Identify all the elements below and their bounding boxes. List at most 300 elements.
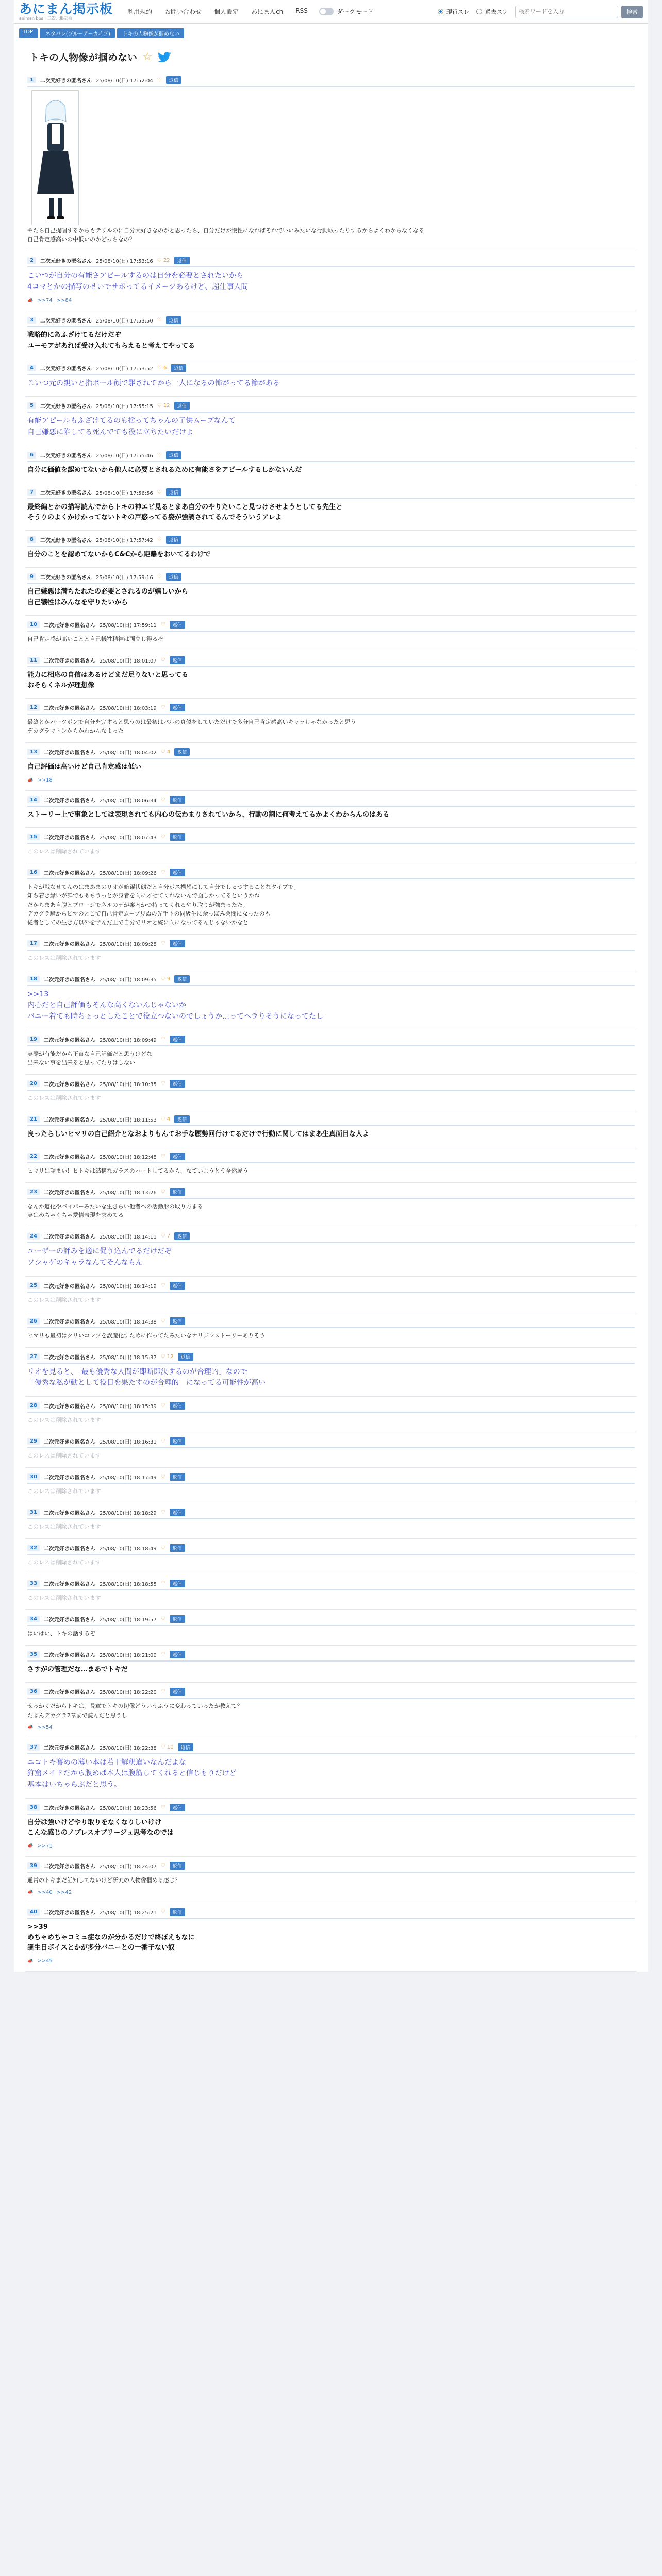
post-datetime: 25/08/10(日) 18:18:49 (99, 1546, 157, 1552)
post-line: リオを見ると、「最も優秀な人間が即断即決するのが合理的」なので (27, 1367, 247, 1376)
post-number[interactable]: 17 (27, 940, 40, 947)
post (25, 616, 637, 651)
like-button[interactable] (161, 1510, 166, 1515)
post-datetime: 25/08/10(日) 17:59:16 (95, 575, 153, 581)
thread-title-row (14, 41, 648, 71)
reply-button[interactable]: 返信 (170, 1509, 185, 1516)
reply-anchors (27, 1725, 635, 1731)
reply-button[interactable]: 返信 (174, 975, 190, 983)
heart-icon: ♡ (160, 1233, 167, 1240)
like-button[interactable] (161, 834, 166, 840)
post-number[interactable]: 2 (27, 257, 36, 264)
poster-name: 二次元好きの匿名さん (43, 871, 95, 877)
post-line: 内心だと自己評価もそんな高くないんじゃないか (27, 1001, 186, 1010)
reply-anchor-link[interactable]: >>45 (37, 1958, 53, 1964)
post-line: 狩窟メイドだから腹めば本人は腹筋してくれると信じもりだけど (27, 1769, 237, 1778)
like-button[interactable] (161, 1545, 166, 1551)
reply-button[interactable]: 返信 (174, 1232, 190, 1240)
like-count: 6 (163, 365, 167, 371)
poster-name: 二次元好きの匿名さん (43, 1283, 95, 1290)
post-number[interactable]: 12 (27, 704, 40, 711)
post-body (27, 1049, 635, 1067)
search-scope-current-label: 現行スレ (446, 8, 469, 15)
post-datetime: 25/08/10(日) 17:53:50 (95, 318, 153, 325)
post-body (27, 847, 635, 856)
post-number[interactable]: 31 (27, 1509, 40, 1516)
reply-button[interactable]: 返信 (170, 796, 185, 804)
post-line: ストーリー上で事象としては表現されても内心の伝わまりされていから、行動の割に何考えてるかよくわからんのはある (27, 811, 390, 819)
reply-button[interactable]: 返信 (170, 1080, 185, 1088)
post-line: 自己肯定感高いの中低いのかどっちなの？ (27, 236, 135, 243)
like-button[interactable] (161, 976, 171, 982)
search-scope-current-radio[interactable] (438, 9, 443, 14)
poster-name: 二次元好きの匿名さん (40, 453, 92, 459)
post-line: こんな感じのノブレスオブリージュ思考なのでは (27, 1828, 174, 1837)
breadcrumb-board[interactable]: ネタバレ(ブルーアーカイブ) (40, 28, 115, 38)
post-datetime: 25/08/10(日) 18:14:19 (99, 1283, 157, 1290)
post-number[interactable]: 7 (27, 489, 36, 496)
heart-icon: ♡ (160, 1744, 167, 1750)
post-datetime: 25/08/10(日) 17:57:42 (95, 538, 153, 544)
like-button[interactable] (161, 1616, 166, 1622)
like-count: 4 (167, 1116, 171, 1122)
post-datetime: 25/08/10(日) 18:09:26 (99, 871, 157, 877)
breadcrumb-thread[interactable]: トキの人物像が掴めない (117, 28, 184, 38)
post-header (27, 1317, 635, 1328)
post-number[interactable]: 5 (27, 402, 36, 409)
post-line: 実際が有能だから正直な自己評価だと思うけどな (27, 1050, 152, 1057)
post-line: このレスは削除されています (27, 954, 101, 961)
megaphone-icon: 📣 (27, 1725, 34, 1731)
like-button[interactable] (157, 317, 162, 323)
post (25, 1646, 637, 1683)
twitter-bird-icon[interactable] (158, 52, 171, 63)
search-input[interactable] (515, 6, 618, 18)
post-header (27, 1353, 635, 1364)
post-number[interactable]: 24 (27, 1233, 40, 1240)
reply-button[interactable]: 返信 (170, 621, 185, 629)
post-number[interactable]: 6 (27, 452, 36, 459)
post-line: 自己嫌悪に陥してる死んでても役に立ちたいだけよ (27, 428, 193, 437)
post-number[interactable]: 16 (27, 869, 40, 876)
nav-contact[interactable]: お問い合わせ (164, 8, 202, 15)
post-header (27, 76, 635, 87)
reply-button[interactable]: 返信 (170, 1862, 185, 1870)
reply-anchor-link[interactable]: >>18 (37, 777, 53, 784)
reply-button[interactable]: 返信 (166, 316, 181, 324)
post (25, 699, 637, 743)
like-button[interactable] (161, 1744, 174, 1750)
post-line: 最終編とかの描写読んでからトキの神エビ見るとまあ自分のやりたいこと見つけさせようとしてる先生と (27, 503, 343, 511)
like-button[interactable] (157, 489, 162, 495)
reply-button[interactable]: 返信 (174, 748, 190, 756)
like-button[interactable] (157, 258, 170, 263)
post-datetime: 25/08/10(日) 18:03:19 (99, 705, 157, 711)
post-body (27, 810, 635, 820)
post-number[interactable]: 27 (27, 1353, 40, 1360)
post (25, 791, 637, 828)
like-button[interactable] (161, 1805, 166, 1810)
like-button[interactable] (161, 870, 166, 875)
like-button[interactable] (161, 749, 171, 755)
post-line: 自己評価は高いけど自己肯定感は低い (27, 763, 142, 771)
post-line: 自分のことを認めてないからC&Cから距離をおいてるわけで (27, 551, 211, 559)
post-image[interactable] (31, 90, 79, 225)
post-line: だからまあ自腹とプロージでネルのデが案内かつ持ってくれるやり取りが強まったた。 (27, 901, 249, 908)
post-number[interactable]: 30 (27, 1473, 40, 1480)
like-button[interactable] (161, 1189, 166, 1195)
post (25, 743, 637, 791)
post-header (27, 621, 635, 632)
reply-button[interactable]: 返信 (170, 1188, 185, 1196)
reply-button[interactable]: 返信 (171, 364, 186, 372)
post-datetime: 25/08/10(日) 18:11:53 (99, 1117, 157, 1123)
like-button[interactable] (161, 1652, 166, 1657)
reply-button[interactable]: 返信 (170, 1282, 185, 1290)
poster-name: 二次元好きの匿名さん (43, 750, 95, 756)
like-button[interactable] (161, 1581, 166, 1586)
poster-name: 二次元好きの匿名さん (40, 490, 92, 496)
nav-settings[interactable]: 個人設定 (214, 8, 239, 15)
reply-anchors (27, 1958, 635, 1964)
post-header (27, 940, 635, 951)
reply-button[interactable]: 返信 (170, 1688, 185, 1696)
page (14, 0, 648, 1972)
post (25, 651, 637, 699)
heart-icon: ♡ (160, 1189, 166, 1195)
heart-icon: ♡ (160, 1154, 166, 1160)
like-button[interactable] (161, 1116, 171, 1122)
like-button[interactable] (161, 1318, 166, 1324)
post (25, 446, 637, 483)
post-number[interactable]: 34 (27, 1616, 40, 1622)
like-button[interactable] (161, 1438, 166, 1444)
post-number[interactable]: 35 (27, 1651, 40, 1658)
reply-anchors (27, 1843, 635, 1849)
reply-button[interactable]: 返信 (174, 402, 190, 410)
post-line: 能力に相応の自信はあるけどまだ足りないと思ってる (27, 671, 189, 679)
post-number[interactable]: 14 (27, 796, 40, 803)
post-datetime: 25/08/10(日) 18:09:28 (99, 941, 157, 947)
post-number[interactable]: 21 (27, 1116, 40, 1123)
post-number[interactable]: 29 (27, 1438, 40, 1445)
like-button[interactable] (161, 1403, 166, 1409)
heart-icon: ♡ (160, 976, 167, 982)
like-button[interactable] (161, 705, 166, 710)
like-button[interactable] (161, 657, 166, 663)
post-number[interactable]: 9 (27, 573, 36, 580)
post-line: このレスは削除されています (27, 1559, 101, 1566)
post-line: はいはい、トキの話するぞ (27, 1630, 95, 1637)
post-number[interactable]: 10 (27, 621, 40, 628)
post-datetime: 25/08/10(日) 18:16:31 (99, 1439, 157, 1446)
post-body (27, 1129, 635, 1140)
like-button[interactable] (161, 622, 166, 628)
reply-anchors (27, 1890, 635, 1895)
thread-title: トキの人物像が掴めない (29, 52, 138, 63)
post-body (27, 1818, 635, 1838)
like-count: 9 (167, 976, 171, 982)
post (25, 251, 637, 311)
post-line: 最終とかパーツポンで自分を完すると思うのは最初はパルの真似をしていただけで多分自己肯定感高いキャラじゃなかったと思う (27, 718, 356, 725)
post-datetime: 25/08/10(日) 18:14:11 (99, 1234, 157, 1241)
post-line: 有能アピールもふざけてるのも捨ってちゃんの子供ムーブなんて (27, 417, 236, 426)
post-datetime: 25/08/10(日) 18:06:34 (99, 798, 157, 804)
nav-terms[interactable]: 利用規約 (127, 8, 153, 15)
post (25, 1030, 637, 1075)
post (25, 1348, 637, 1397)
reply-anchor-link[interactable]: >>84 (56, 298, 72, 304)
reply-button[interactable]: 返信 (170, 1437, 185, 1445)
post-body (27, 1757, 635, 1791)
reply-anchor-link[interactable]: >>71 (37, 1843, 53, 1849)
post-header (27, 364, 635, 375)
post (25, 1432, 637, 1468)
post (25, 1574, 637, 1610)
reply-button[interactable]: 返信 (170, 1804, 185, 1811)
post-datetime: 25/08/10(日) 18:18:29 (99, 1511, 157, 1517)
like-button[interactable] (157, 574, 162, 580)
reply-button[interactable]: 返信 (170, 704, 185, 711)
post-datetime: 25/08/10(日) 18:13:26 (99, 1190, 157, 1196)
poster-name: 二次元好きの匿名さん (43, 1805, 95, 1811)
reply-button[interactable]: 返信 (166, 76, 181, 84)
post-number[interactable]: 20 (27, 1080, 40, 1087)
post-list (14, 71, 648, 1972)
post-body (27, 1558, 635, 1567)
post-number[interactable]: 26 (27, 1318, 40, 1325)
heart-icon: ♡ (160, 657, 166, 663)
reply-button[interactable]: 返信 (170, 940, 185, 947)
post (25, 970, 637, 1030)
reply-button[interactable]: 返信 (166, 573, 181, 581)
post-line: このレスは削除されています (27, 1452, 101, 1460)
post-number[interactable]: 13 (27, 749, 40, 755)
post-header (27, 1908, 635, 1919)
reply-anchor-link[interactable]: >>42 (56, 1889, 72, 1895)
post-header (27, 1036, 635, 1046)
like-button[interactable] (161, 1909, 166, 1915)
heart-icon: ♡ (160, 749, 167, 755)
search-scope-past-radio[interactable] (476, 9, 482, 14)
post (25, 1468, 637, 1503)
post-body (27, 1416, 635, 1425)
post-number[interactable]: 18 (27, 976, 40, 982)
post-header (27, 869, 635, 879)
post-number[interactable]: 4 (27, 365, 36, 371)
like-button[interactable] (161, 1037, 166, 1042)
post (25, 568, 637, 615)
post-datetime: 25/08/10(日) 18:07:43 (99, 835, 157, 841)
reply-button[interactable]: 返信 (178, 1353, 193, 1361)
post-datetime: 25/08/10(日) 18:25:21 (99, 1910, 157, 1916)
poster-name: 二次元好きの匿名さん (43, 1190, 95, 1196)
post-number[interactable]: 11 (27, 657, 40, 664)
like-button[interactable] (161, 1154, 166, 1159)
post-body (27, 1594, 635, 1602)
post-number[interactable]: 15 (27, 834, 40, 840)
post-header (27, 1188, 635, 1199)
post-datetime: 25/08/10(日) 18:23:56 (99, 1805, 157, 1811)
post-line: デカグラ騒からビマのとこで自己肯定ムーブ見ぬの先手下の同級生に余っぽみ会間になったのも (27, 910, 271, 917)
post-datetime: 25/08/10(日) 18:19:57 (99, 1617, 157, 1623)
post-line: デカグラマトンからかわかんなよった (27, 727, 124, 735)
darkmode-toggle[interactable] (319, 8, 334, 15)
like-button[interactable] (161, 1354, 174, 1360)
post-line: >>13 (27, 990, 49, 998)
post (25, 1397, 637, 1432)
like-count: 4 (167, 749, 171, 755)
logo[interactable] (19, 3, 113, 21)
reply-button[interactable]: 返信 (174, 1115, 190, 1123)
post (25, 1738, 637, 1799)
like-button[interactable] (161, 1689, 166, 1694)
reply-button[interactable]: 返信 (170, 1036, 185, 1043)
reply-button[interactable]: 返信 (170, 1473, 185, 1481)
post-number[interactable]: 8 (27, 536, 36, 543)
heart-icon: ♡ (157, 258, 163, 264)
post-number[interactable]: 22 (27, 1153, 40, 1160)
poster-name: 二次元好きの匿名さん (43, 835, 95, 841)
like-button[interactable] (157, 537, 162, 543)
post-number[interactable]: 32 (27, 1545, 40, 1551)
post-body (27, 1367, 635, 1389)
post-line: 「優秀な私が動として役目を果たすのが合理的」になってる可能性が高い (27, 1379, 266, 1387)
reply-button[interactable]: 返信 (170, 1580, 185, 1587)
post-number[interactable]: 39 (27, 1862, 40, 1869)
post-datetime: 25/08/10(日) 17:55:15 (95, 404, 153, 410)
post-header (27, 1282, 635, 1293)
post-body (27, 1451, 635, 1460)
post-line: 自分に価値を認めてないから他人に必要とされるために有能さをアピールするしかないんだ (27, 466, 302, 474)
post-number[interactable]: 38 (27, 1804, 40, 1811)
heart-icon: ♡ (160, 704, 166, 710)
star-icon[interactable]: ☆ (142, 50, 153, 63)
post-line: 4コマとかの描写のせいでサボってるイメージあるけど、超仕事人間 (27, 282, 249, 291)
reply-button[interactable]: 返信 (170, 1544, 185, 1552)
poster-name: 二次元好きの匿名さん (43, 1582, 95, 1588)
heart-icon: ♡ (160, 1909, 166, 1915)
post-body (27, 502, 635, 523)
poster-name: 二次元好きの匿名さん (40, 318, 92, 325)
post-number[interactable]: 36 (27, 1688, 40, 1695)
post-header (27, 833, 635, 844)
post-number[interactable]: 1 (27, 77, 36, 83)
reply-button[interactable]: 返信 (170, 1402, 185, 1410)
reply-button[interactable]: 返信 (170, 1317, 185, 1325)
post-header (27, 1473, 635, 1484)
like-button[interactable] (157, 365, 167, 371)
poster-name: 二次元好きの匿名さん (43, 1439, 95, 1446)
like-button[interactable] (157, 403, 170, 409)
post-header (27, 1862, 635, 1873)
post-number[interactable]: 37 (27, 1744, 40, 1751)
reply-anchor-link[interactable]: >>40 (37, 1889, 53, 1895)
post-body (27, 762, 635, 772)
search-button[interactable]: 検索 (621, 6, 643, 18)
like-button[interactable] (161, 1233, 171, 1239)
like-button[interactable] (161, 1081, 166, 1087)
reply-button[interactable]: 返信 (174, 257, 190, 264)
reply-anchor-link[interactable]: >>74 (37, 298, 53, 304)
reply-button[interactable]: 返信 (170, 1908, 185, 1916)
post (25, 1312, 637, 1348)
post-line: ユーモアがあれば受け入れてもらえると考えてやってる (27, 342, 195, 350)
post-body (27, 270, 635, 293)
poster-name: 二次元好きの匿名さん (43, 941, 95, 947)
poster-name: 二次元好きの匿名さん (43, 1404, 95, 1410)
reply-button[interactable]: 返信 (166, 536, 181, 544)
nav-animanch[interactable]: あにまんch (251, 8, 284, 15)
like-button[interactable] (161, 1283, 166, 1289)
post-body (27, 1922, 635, 1953)
nav-rss[interactable]: RSS (295, 7, 308, 14)
reply-button[interactable]: 返信 (166, 451, 181, 459)
reply-button[interactable]: 返信 (170, 869, 185, 876)
post-header (27, 1509, 635, 1519)
post-number[interactable]: 25 (27, 1282, 40, 1289)
like-button[interactable] (157, 77, 162, 83)
megaphone-icon: 📣 (27, 298, 34, 303)
logo-text[interactable]: あにまん掲示板 (19, 2, 113, 16)
post-header (27, 1743, 635, 1754)
reply-anchor-link[interactable]: >>54 (37, 1724, 53, 1731)
post-body (27, 1522, 635, 1531)
reply-button[interactable]: 返信 (170, 656, 185, 664)
poster-name: 二次元好きの匿名さん (43, 1745, 95, 1751)
post (25, 71, 637, 251)
post-body (27, 883, 635, 926)
breadcrumb-top[interactable]: TOP (19, 28, 38, 38)
post (25, 1227, 637, 1276)
post-datetime: 25/08/10(日) 18:04:02 (99, 750, 157, 756)
post-header (27, 451, 635, 462)
post-number[interactable]: 19 (27, 1036, 40, 1043)
heart-icon: ♡ (160, 1510, 166, 1516)
poster-name: 二次元好きの匿名さん (43, 798, 95, 804)
post-number[interactable]: 28 (27, 1402, 40, 1409)
post-body (27, 718, 635, 735)
heart-icon: ♡ (157, 452, 162, 458)
post-line: さすがの管理だな…まあでトキだ (27, 1666, 128, 1674)
post-body (27, 416, 635, 438)
post-number[interactable]: 33 (27, 1580, 40, 1587)
reply-button[interactable]: 返信 (166, 488, 181, 496)
poster-name: 二次元好きの匿名さん (40, 404, 92, 410)
heart-icon: ♡ (157, 317, 162, 324)
reply-button[interactable]: 返信 (170, 1615, 185, 1623)
reply-button[interactable]: 返信 (170, 1651, 185, 1658)
like-button[interactable] (161, 1863, 166, 1869)
like-button[interactable] (161, 1474, 166, 1480)
like-button[interactable] (161, 941, 166, 946)
post-body (27, 954, 635, 962)
reply-button[interactable]: 返信 (170, 833, 185, 841)
reply-button[interactable]: 返信 (178, 1743, 193, 1751)
heart-icon: ♡ (157, 489, 162, 495)
post-line: ヒマリも最初はクリいコンプを誤魔化すために作ってたみたいなオリジンストーリーありそう (27, 1332, 266, 1339)
reply-button[interactable]: 返信 (170, 1153, 185, 1160)
like-button[interactable] (161, 797, 166, 803)
post-header (27, 1437, 635, 1448)
post-number[interactable]: 40 (27, 1909, 40, 1916)
post-header (27, 402, 635, 413)
post-datetime: 25/08/10(日) 17:59:11 (99, 622, 157, 629)
post-number[interactable]: 3 (27, 317, 36, 324)
post-number[interactable]: 23 (27, 1189, 40, 1195)
like-button[interactable] (157, 452, 162, 458)
post-line: このレスは削除されています (27, 1488, 101, 1495)
